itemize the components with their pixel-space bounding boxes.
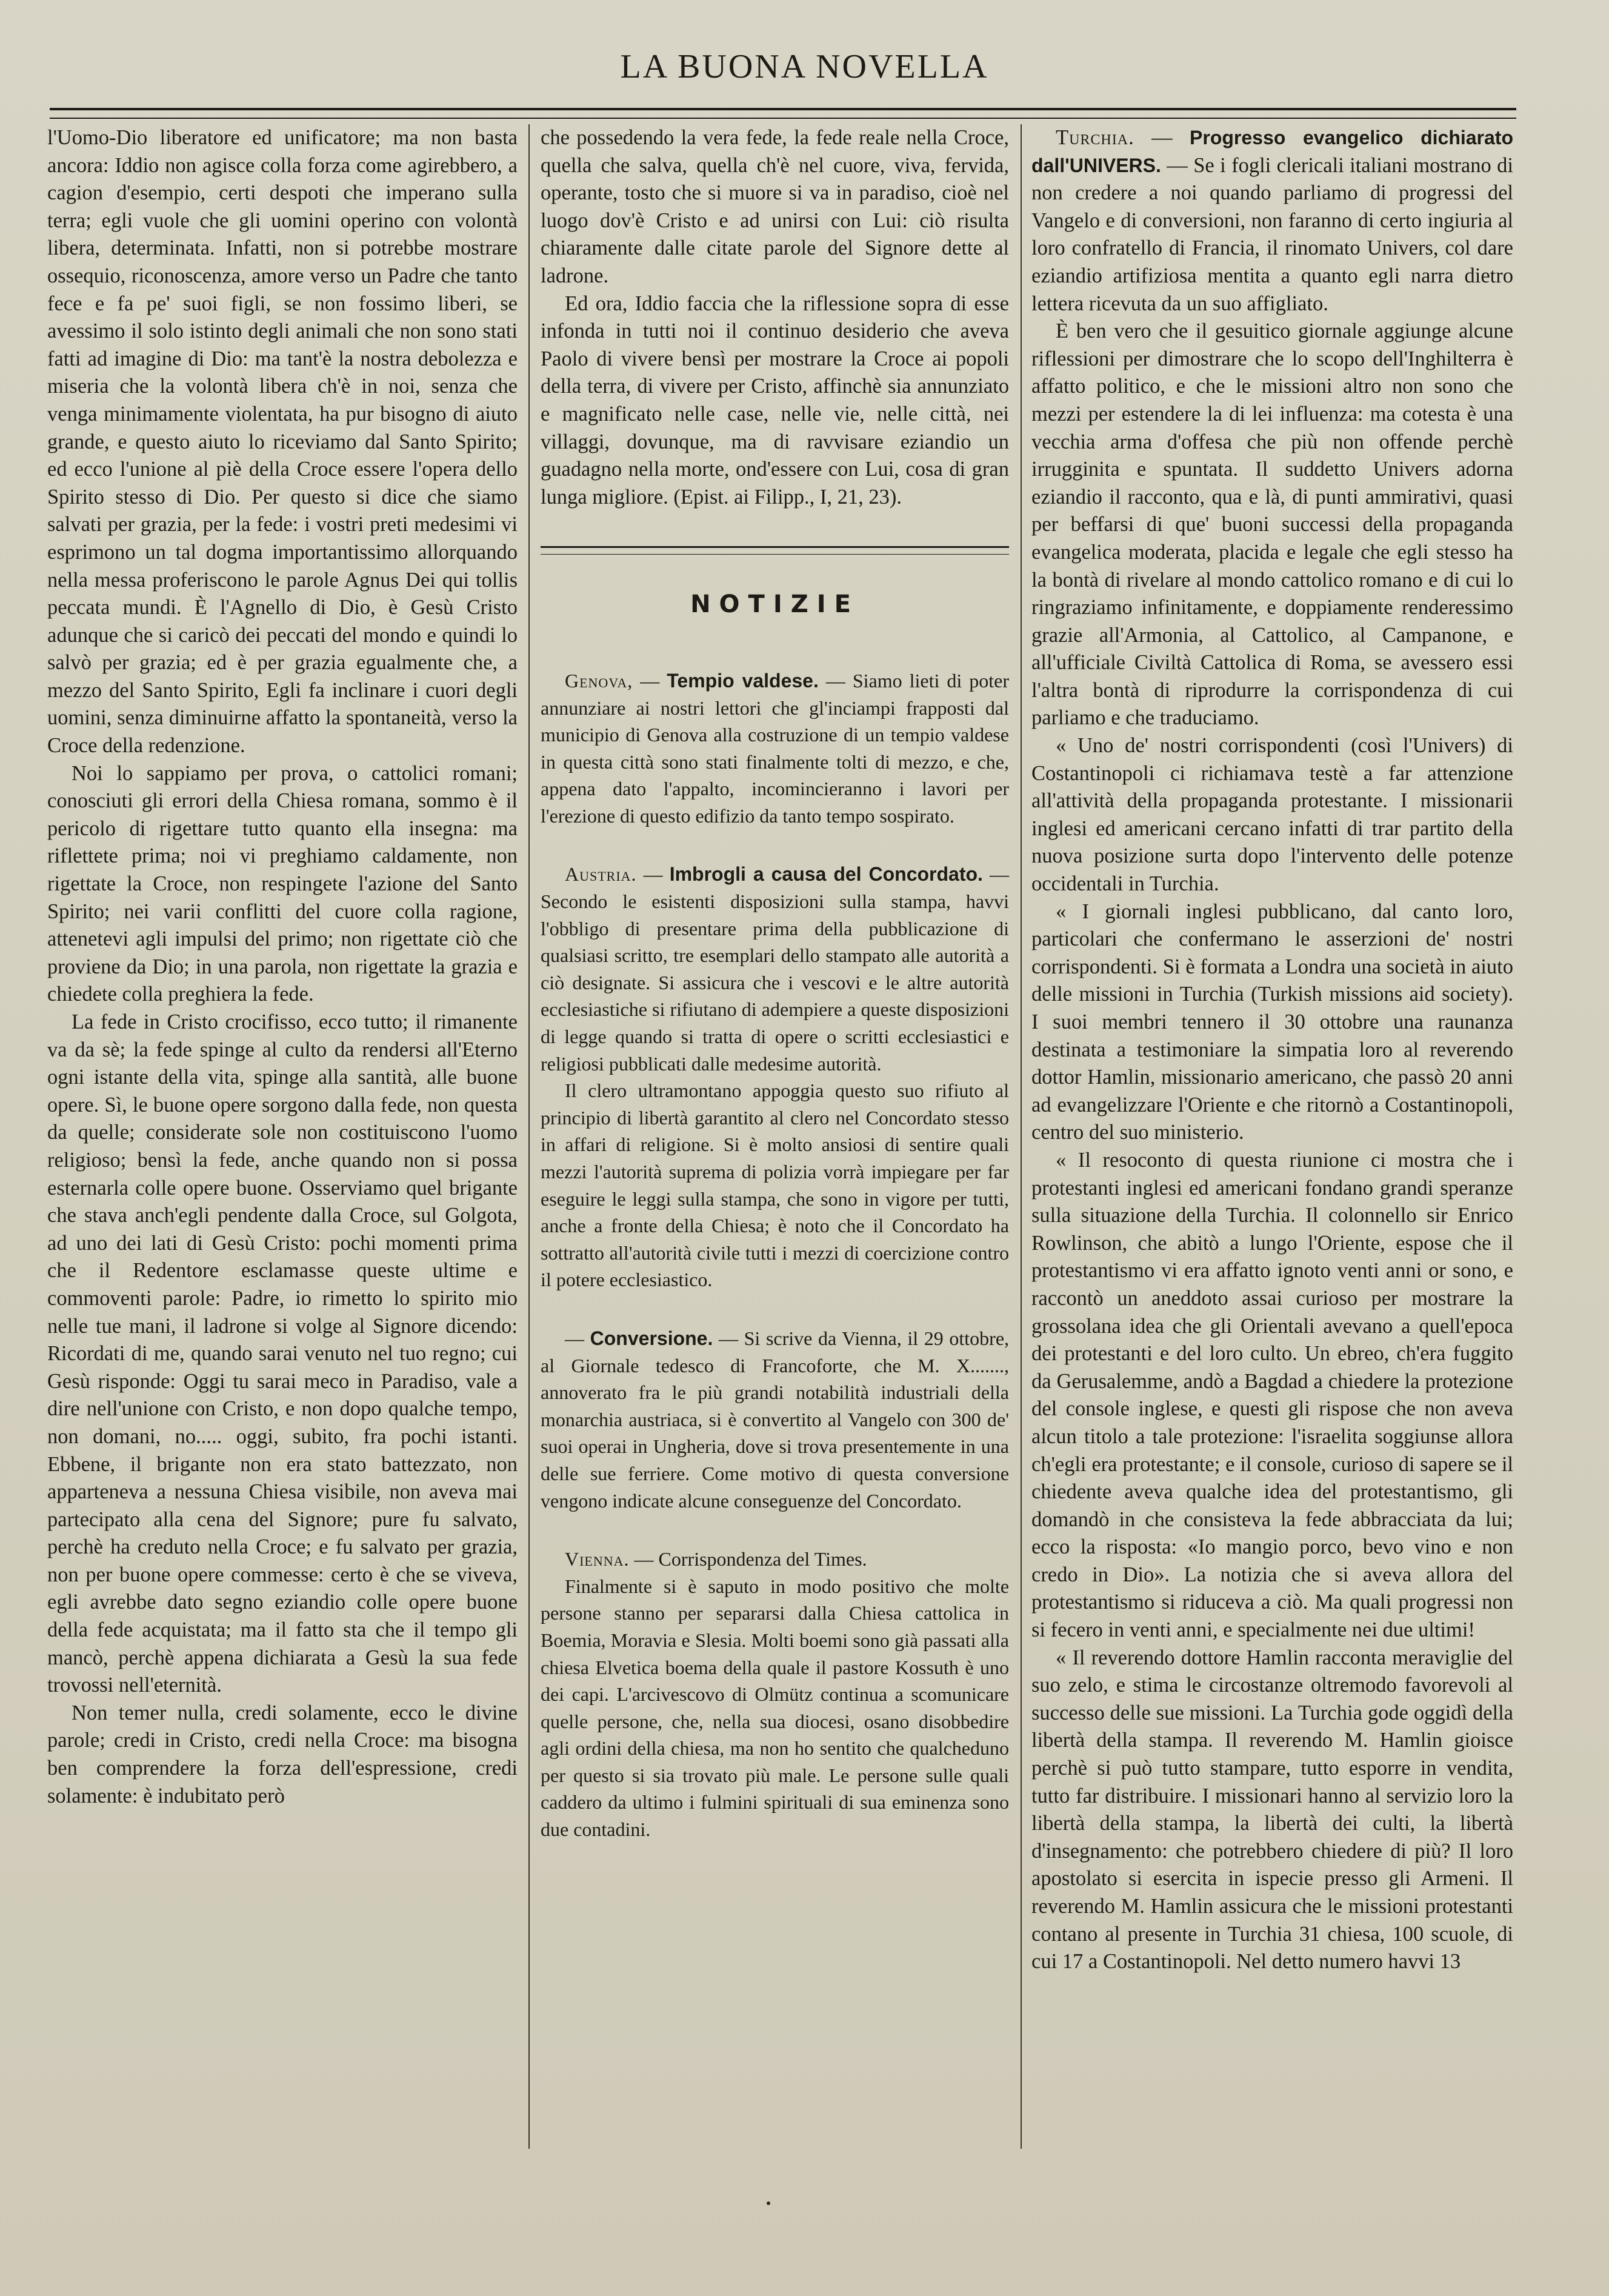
news-text: Siamo lieti di poter annunziare ai nostri lettori che gl'inciampi frapposti dal municipio di Genova alla costruzione di un tempio valdese in questa città sono stati finalmente tolti di mezzo, e che, appena dato l'appalto, incomincieranno i lavori per l'erezione di questo edifizio da tanto tempo sospirato. — [541, 669, 1010, 827]
news-text: — Corrispondenza del Times. — [634, 1548, 867, 1570]
news-item: Genova, — Tempio valdese. — Siamo lieti di poter annunziare ai nostri lettori che gl'inciampi frapposti dal municipio di Genova alla costruzione di un tempio valdese in questa città sono stati finalmente tolti di mezzo, e che, appena dato l'appalto, incomincieranno i lavori per l'erezione di questo edifizio da tanto tempo sospirato. — [541, 669, 1010, 827]
paragraph: La fede in Cristo crocifisso, ecco tutto; il rimanente va da sè; la fede spinge al culto da rendersi all'Eterno ogni istante della vita, spinge alla santità, alle buone opere. Sì, le buone opere sorgono dalla fede, non questa da quelle; considerate sole non costituiscono l'uomo religioso; bensì la fede, anche quando non si possa esternarla colle opere buone. Osserviamo quel brigante che stava anch'egli pendente dalla Croce, sul Golgota, ad uno dei lati di Gesù Cristo: pochi momenti prima che il Redentore esclamasse queste ultime e commoventi parole: Padre, io rimetto lo spirito mio nelle tue mani, il ladrone si volge al Signore dicendo: Ricordati di me, quando sarai venuto nel tuo regno; cui Gesù risponde: Oggi tu sarai meco in Paradiso, vale a dire nell'unione con Cristo, e non dopo qualche tempo, non domani, no..... oggi, subito, fra pochi istanti. Ebbene, il brigante non era stato battezzato, non apparteneva a nessuna Chiesa visibile, non aveva mai partecipato alla cena del Signore; pure fu salvato, perchè ha creduto nella Croce; e fu salvato per grazia, non per buone opere commesse: certo è che se viveva, egli avrebbe dato segno eziandio colle opere buone della fede acquistata; ma il fatto sta che il tempo gli mancò, perchè appena dichiarata a Gesù la sua fede trovossi nell'eternità. — [47, 1010, 518, 1697]
paragraph: « Il resoconto di questa riunione ci mostra che i protestanti inglesi ed americani fondano grandi speranze sulla situazione della Turchia. Il colonnello sir Enrico Rowlinson, che abitò a lungo l'Oriente, espose che il protestantismo vi era affatto ignoto venti anni or sono, e raccontò un aneddoto assai curioso per mostrare la grossolana idea che gli Orientali avevano a quell'epoca dei protestanti e del loro culto. Un ebreo, ch'era fuggito da Gerusalemme, andò a Bagdad a chiedere la protezione del console inglese, e questi gli rispose che non aveva alcun titolo a tale protezione: l'israelita soggiunse allora ch'egli era protestante; e il console, curioso di sapere se il chiedente aveva qualche idea del protestantismo, gli domandò in che consisteva la fede abbracciata da lui; ecco la risposta: «Io mangio porco, bevo vino e non credo in Dio». La notizia che si aveva allora del protestantismo si riduceva a ciò. Ma quali progressi non si fecero in venti anni, e specialmente nei due ultimi! — [1031, 1148, 1513, 1642]
masthead-rule — [50, 108, 1516, 119]
column-1 — [47, 124, 518, 2173]
footer-dot — [767, 2201, 770, 2205]
news-place: Austria. — [565, 863, 637, 886]
paragraph: l'Uomo-Dio liberatore ed unificatore; ma non basta ancora: Iddio non agisce colla forza come agirebbero, a cagion d'esempio, certi despoti che imperano sulla terra; egli vuole che gli uomini operino con volontà libera, determinata. Infatti, non si potrebbe mostrare ossequio, riconoscenza, amore verso un Padre che tanto fece e fa pe' suoi figli, se non fossimo liberi, se avessimo il solo istinto degli animali che non sono stati fatti ad imagine di Dio: ma tant'è la nostra debolezza e miseria che la volontà libera ch'è in noi, senza che venga minimamente violentata, ha pur bisogno di aiuto grande, e questo aiuto lo riceviamo dal Santo Spirito; ed ecco l'unione al piè della Croce essere l'opera dello Spirito stesso di Dio. Per questo si dice che siamo salvati per grazia, per la fede: i vostri preti medesimi vi esprimono un tal dogma importantissimo allorquando nella messa proferiscono le parole Agnus Dei qui tollis peccata mundi. È l'Agnello di Dio, è Gesù Cristo adunque che si caricò dei peccati del mondo e quindi lo salvò per grazia; ed è per grazia egualmente che, a mezzo del Santo Spirito, Egli fa inclinare i cuori degli uomini, senza diminuirne affatto la spontaneità, verso la Croce della redenzione. — [47, 126, 518, 758]
news-text: Finalmente si è saputo in modo positivo che molte persone stanno per separarsi dalla Chiesa cattolica in Boemia, Moravia e Slesia. Molti boemi sono già passati alla chiesa Elvetica boema della quale il pastore Kossuth è uno dei capi. L'arcivescovo di Olmütz continua a scomunicare quelle persone, che, nella sua diocesi, osano disobbedire agli ordini della chiesa, ma non ho sentito che qualcheduno per questo si sia trovato più male. Le persone sulle quali caddero da ultimo i fulmini spirituali di sua eminenza sono due contadini. — [541, 1575, 1009, 1841]
news-place: Vienna. — [565, 1548, 630, 1570]
paragraph: Ed ora, Iddio faccia che la riflessione sopra di esse infonda in tutti noi il continuo desiderio che aveva Paolo di vivere bensì per mostrare la Croce ai popoli della terra, di vivere per Cristo, affinchè sia annunziato e magnificato nelle case, nelle vie, nelle città, nei villaggi, dovunque, ma di ravvisare eziandio un guadagno nella morte, ond'essere con Lui, cosa di gran lunga migliore. (Epist. ai Filipp., I, 21, 23). — [541, 292, 1009, 509]
news-item — [541, 1546, 1009, 1843]
news-text: Il clero ultramontano appoggia questo suo rifiuto al principio di libertà garantito al clero nel Concordato stesso in affari di religione. Si è molto ansiosi di sentire quali mezzi l'autorità suprema di polizia vorrà impiegare per far eseguire le leggi sulla stampa, che sono in vigore per tutti, anche a fronte della Chiesa; è noto che il Concordato ha sottratto all'autorità civile tutti i mezzi di coercizione contro il potere ecclesiastico. — [541, 1080, 1009, 1291]
column-3: Turchia. — Progresso evangelico dichiarato dall'UNIVERS. — Se i fogli clericali italiani mostrano di non credere a noi quando parliamo di progressi del Vangelo e di conversioni, non faranno di certo ingiuria al loro confratello di Francia, il rinomato Univers, col dare eziandio artifiziosa mentita a quanto egli narra dietro lettera ricevuta da un suo affigliato. È ben vero che il gesuitico giornale aggiunge alcune riflessioni per dimostrare che lo scopo dell'Inghilterra è affatto politico, e che le missioni altro non sono che mezzi per estendere la di lei influenza: ma cotesta è una vecchia arma d'offesa che più non offende perchè irrugginita e spuntata. Il suddetto Univers adorna eziandio il racconto, qua e là, di punti ammirativi, quasi per beffarsi di que' buoni successi della propaganda evangelica moderata, placida e legale che egli stesso ha la bontà di rivelare al mondo cattolico romano e di cui lo ringraziamo infinitamente, e doppiamente renderessimo grazie all'Armonia, al Cattolico, al Campanone, e all'ufficiale Civiltà Cattolica di Roma, se avessero essi l'altra bontà di riprodurre la corrispondenza di cui parliamo e che traduciamo. « Uno de' nostri corrispondenti (così l'Univers) di Costantinopoli ci richiamava testè a far attenzione all'attività della propaganda protestante. I missionarii inglesi ed americani cercano infatti di trar partito della nuova posizione surta dopo l'intervento delle potenze occidentali in Turchia. « I giornali inglesi pubblicano, dal canto loro, particolari che confermano le asserzioni de' nostri corrispondenti. Si è formata a Londra una società in aiuto delle missioni in Turchia (Turkish missions aid society). I suoi membri tennero il 30 ottobre una raunanza destinata a testimoniare la simpatia loro al reverendo dottor Hamlin, missionario americano, che passò 20 anni ad evangelizzare l'Oriente e che ritornò a Costantinopoli, centro del suo ministerio. « Il resoconto di questa riunione ci mostra che i protestanti inglesi ed americani fondano grandi speranze sulla situazione della Turchia. Il colonnello sir Enrico Rowlinson, che abitò a lungo l'Oriente, espose che il protestantismo vi era affatto ignoto venti anni or sono, e raccontò un aneddoto assai curioso per mostrare la grossolana idea che gli Orientali avevano a quell'epoca dei protestanti e del loro culto. Un ebreo, ch'era fuggito da Gerusalemme, andò a Bagdad a chiedere la protezione del console inglese, e questi gli rispose che non aveva alcun titolo a tale protezione: l'israelita soggiunse allora ch'egli era protestante; e il console, curioso di sapere se il chiedente aveva qualche idea del protestantismo, gli domandò in che consisteva la fede abbracciata da lui; ecco la risposta: «Io mangio porco, bevo vino e non credo in Dio». La notizia che si aveva allora del protestantismo si riduceva a ciò. Ma quali progressi non si fecero in venti anni, e specialmente nei due ultimi! « Il reverendo dottore Hamlin racconta meraviglie del suo zelo, e stima le circostanze oltremodo favorevoli al successo delle sue missioni. La Turchia gode oggidì della libertà della stampa. Il reverendo M. Hamlin gioisce perchè si può tutto stampare, tutto esporre in vendita, tutto far distribuire. I missionari hanno al servizio loro la libertà della stampa, la libertà dei culti, la libertà d'insegnamento: che potrebbero chiedere di più? Il loro apostolato si esercita in ispecie presso gli Armeni. Il reverendo M. Hamlin assicura che le missioni protestanti contano al presente in Turchia 31 chiesa, 100 scuole, di cui 17 a Costantinopoli. Nel detto numero havvi 13 — [1031, 124, 1513, 2173]
paragraph: Non temer nulla, credi solamente, ecco le divine parole; credi in Cristo, credi nella Croce: ma bisogna ben comprendere la forza dell'espressione, credi solamente: è indubitato però — [47, 1701, 518, 1807]
news-place: Genova, — [565, 669, 633, 692]
page-masthead: LA BUONA NOVELLA — [620, 48, 989, 85]
news-item: Austria. — Imbrogli a causa del Concordato. —Secondo le esistenti disposizioni sulla stampa, havvi l'obbligo di presentare prima della pubblicazione di qualsiasi scritto, tre esemplari dello stampato alle autorità a ciò designate. Si assicura che i vescovi e le altre autorità ecclesiastiche si rifiutano di adempiere a queste disposizioni di legge quando si tratta di opere o scritti ecclesiastici e religiosi pubblicati dalle medesime autorità. Il clero ultramontano appoggia questo suo rifiuto al principio di libertà garantito al clero nel Concordato stesso in affari di religione. Si è molto ansiosi di sentire quali mezzi l'autorità suprema di polizia vorrà impiegare per far eseguire le leggi sulla stampa, che sono in vigore per tutti, anche a fronte della Chiesa; è noto che il Concordato ha sottratto all'autorità civile tutti i mezzi di coercizione contro il potere ecclesiastico. — [541, 861, 1009, 1293]
news-place: Turchia. — [1056, 126, 1134, 149]
paragraph: che possedendo la vera fede, la fede reale nella Croce, quella che salva, quella ch'è nel cuore, viva, fervida, operante, tosto che si muore si va in paradiso, cioè nel luogo dov'è Cristo e ad unirsi con Lui: ciò risulta chiaramente dalle citate parole del Signore dette al ladrone. — [541, 126, 1009, 287]
news-text: Secondo le esistenti disposizioni sulla stampa, havvi l'obbligo di presentare prima della pubblicazione di qualsiasi scritto, tre esemplari dello stampato alle autorità a ciò designate. Si assicura che i vescovi e le altre autorità ecclesiastiche si rifiutano di adempiere a queste disposizioni di legge quando si tratta di opere o scritti ecclesiastici e religiosi pubblicati dalle medesime autorità. — [541, 890, 1009, 1075]
column-divider — [1021, 124, 1022, 2149]
paragraph: « I giornali inglesi pubblicano, dal canto loro, particolari che confermano le asserzioni de' nostri corrispondenti. Si è formata a Londra una società in aiuto delle missioni in Turchia (Turkish missions aid society). I suoi membri tennero il 30 ottobre una raunanza destinata a testimoniare la simpatia loro al reverendo dottor Hamlin, missionario americano, che passò 20 anni ad evangelizzare l'Oriente e che ritornò a Costantinopoli, centro del suo ministerio. — [1031, 899, 1513, 1144]
news-text: Si scrive da Vienna, il 29 ottobre, al Giornale tedesco di Francoforte, che M. X......., annoverato fra le più grandi notabilità industriali della monarchia austriaca, si è convertito al Vangelo con 300 de' suoi operai in Ungheria, dove si trova presentemente in una delle sue ferriere. Come motivo di questa conversione vengono indicate alcune conseguenze del Concordato. — [541, 1327, 1010, 1512]
paragraph: « Uno de' nostri corrispondenti (così l'Univers) di Costantinopoli ci richiamava testè a far attenzione all'attività della propaganda protestante. I missionarii inglesi ed americani cercano infatti di trar partito della nuova posizione surta dopo l'intervento delle potenze occidentali in Turchia. — [1031, 734, 1513, 896]
column-divider — [528, 124, 530, 2149]
news-headline: Conversione. — [590, 1327, 713, 1349]
paragraph: È ben vero che il gesuitico giornale aggiunge alcune riflessioni per dimostrare che lo scopo dell'Inghilterra è affatto politico, e che le missioni altro non sono che mezzi per estendere la di lei influenza: ma cotesta è una vecchia arma d'offesa che più non offende perchè irrugginita e spuntata. Il suddetto Univers adorna eziandio il racconto, qua e là, di punti ammirativi, quasi per beffarsi di que' buoni successi della propaganda evangelica moderata, placida e legale che egli stesso ha la bontà di rivelare al mondo cattolico romano e di cui lo ringraziamo infinitamente, e doppiamente renderessimo grazie all'Armonia, al Cattolico, al Campanone, e all'ufficiale Civiltà Cattolica di Roma, se avessero essi l'altra bontà di riprodurre la corrispondenza di cui parliamo e che traduciamo. — [1031, 319, 1513, 730]
paragraph: « Il reverendo dottore Hamlin racconta meraviglie del suo zelo, e stima le circostanze oltremodo favorevoli al successo delle sue missioni. La Turchia gode oggidì della libertà della stampa. Il reverendo M. Hamlin gioisce perchè si può tutto stampare, tutto esporre in vendita, tutto far distribuire. I missionari hanno al servizio loro la libertà della stampa, la libertà dei culti, la libertà d'insegnamento: che potrebbero chiedere di più? Il loro apostolato si esercita in ispecie presso gli Armeni. Il reverendo M. Hamlin assicura che le missioni protestanti contano al presente in Turchia 31 chiesa, 100 scuole, di cui 17 a Costantinopoli. Nel detto numero havvi 13 — [1031, 1646, 1513, 1974]
news-headline: Imbrogli a causa del Concordato. — [669, 863, 983, 886]
section-rule — [541, 546, 1009, 555]
news-item: — Conversione. — Si scrive da Vienna, il 29 ottobre, al Giornale tedesco di Francoforte, che M. X......., annoverato fra le più grandi notabilità industriali della monarchia austriaca, si è convertito al Vangelo con 300 de' suoi operai in Ungheria, dove si trova presentemente in una delle sue ferriere. Come motivo di questa conversione vengono indicate alcune conseguenze del Concordato. — [541, 1327, 1010, 1512]
paragraph: Noi lo sappiamo per prova, o cattolici romani; conosciuti gli errori della Chiesa romana, sommo è il pericolo di rigettare tutto quanto ella insegna: ma riflettete prima; noi vi preghiamo caldamente, non rigettate la Croce, non respingete l'azione del Santo Spirito; nei varii conflitti del cuore colla ragione, attenetevi agli impulsi del primo; non rigettate ciò che proviene da Dio; in una parola, non rigettate la grazia e chiedete colla preghiera la fede. — [47, 761, 518, 1006]
news-text: Se i fogli clericali italiani mostrano di non credere a noi quando parliamo di progressi del Vangelo e di conversioni, non faranno di certo ingiuria al loro confratello di Francia, il rinomato Univers, col dare eziandio artifiziosa mentita a quanto egli narra dietro lettera ricevuta da un suo affigliato. — [1031, 153, 1513, 315]
column-2 — [541, 124, 1009, 2173]
news-headline: Progresso evangelico dichiarato dall'UNIVERS. — [1031, 127, 1513, 176]
news-headline: Tempio valdese. — [667, 669, 819, 692]
notizie-heading: NOTIZIE — [690, 590, 859, 619]
